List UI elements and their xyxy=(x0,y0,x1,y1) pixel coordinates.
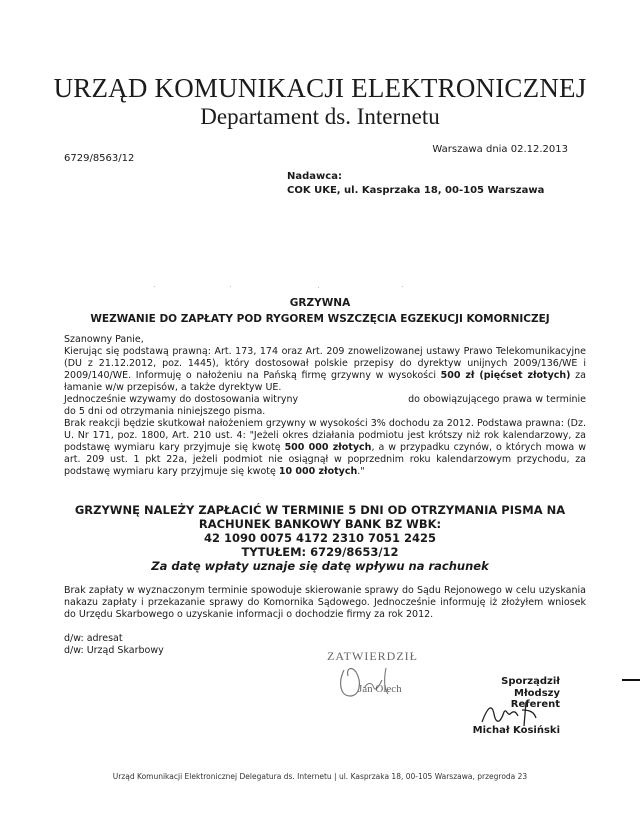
approver-name: Jan Olech xyxy=(358,683,402,695)
bank-account-number: 42 1090 0075 4172 2310 7051 2425 xyxy=(203,531,437,545)
distribution-tax-office: d/w: Urząd Skarbowy xyxy=(64,645,164,656)
scan-speck xyxy=(154,286,155,287)
reference-number: 6729/8563/12 xyxy=(64,153,135,164)
prepared-by-label: Sporządził xyxy=(501,676,560,687)
p3-mid: , a w przypadku czynów, o których mowa w art. 209 ust. 1 pkt 22a, jeżeli podmiot nie osiągnął w poprzednim roku kalendarzowym przychodu, za podstawę wymiaru kary przyjmuje się kwotę xyxy=(64,442,586,477)
payment-line-2: RACHUNEK BANKOWY BANK BZ WBK: xyxy=(198,517,442,531)
sender-block xyxy=(287,170,544,198)
approval-signature-icon xyxy=(336,662,426,702)
p1-text: Kierując się podstawą prawną: Art. 173, 174 oraz Art. 209 znowelizowanej ustawy Prawo Telekomunikacyjne (DU z 21.12.2012, poz. 1445), który dostosował polskie przepisy do dyrektyw unijnych 2009/136/WE i 2009/140/WE. Informuję o nałożeniu na Pańską firmę grzywny w wysokości xyxy=(64,346,586,381)
date-line: Warszawa dnia 02.12.2013 xyxy=(432,144,568,155)
p2-end: do obowiązującego prawa w terminie do 5 dni od otrzymania niniejszego pisma. xyxy=(64,394,586,417)
payment-note: Za datę wpłaty uznaje się datę wpływu na rachunek xyxy=(151,559,489,573)
closing-paragraph: Brak zapłaty w wyznaczonym terminie spowoduje skierowanie sprawy do Sądu Rejonowego w celu uzyskania nakazu zapłaty i przekazanie sprawy do Komornika Sądowego. Jednocześnie informuję iż złożyłem wniosek do Urzędu Skarbowego o uzyskanie informacji o dochodzie firmy za rok 2012. xyxy=(64,585,586,620)
payment-block xyxy=(0,503,640,573)
p1-end: za łamanie w/w przepisów, a także dyrektyw UE. xyxy=(64,370,586,393)
institution-name: URZĄD KOMUNIKACJI ELEKTRONICZNEJ xyxy=(53,73,587,103)
p3-start: Brak reakcji będzie skutkował nałożeniem grzywny w wysokości 3% dochodu za 2012. Podstawa prawna: (Dz. U. Nr 171, poz. 1800, Art. 210 ust. 4: "Jeżeli okres działania podmiotu jest krótszy niż rok kalendarzowy, za podstawę wymiaru kary przyjmuje się kwotę xyxy=(64,418,586,453)
scan-speck xyxy=(402,286,403,287)
sender-label: Nadawca: xyxy=(287,171,342,182)
p2-start: Jednocześnie wzywamy do dostosowania witryny xyxy=(64,394,299,405)
title-fine: GRZYWNA xyxy=(289,297,351,309)
payment-line-1: GRZYWNĘ NALEŻY ZAPŁACIĆ W TERMINIE 5 DNI OD OTRZYMANIA PISMA NA xyxy=(74,503,566,517)
letter-body xyxy=(64,334,586,478)
distribution-addressee: d/w: adresat xyxy=(64,633,123,644)
signatory-name: Michał Kosiński xyxy=(472,725,560,736)
distribution-list xyxy=(64,633,164,657)
scan-speck xyxy=(230,286,231,287)
p3-end: ." xyxy=(357,466,365,477)
footer-address: Urząd Komunikacji Elektronicznej Delegatura ds. Internetu | ul. Kasprzaka 18, 00-105 Warszawa, przegroda 23 xyxy=(112,772,528,781)
title-demand: WEZWANIE DO ZAPŁATY POD RYGOREM WSZCZĘCIA EGZEKUCJI KOMORNICZEJ xyxy=(90,313,550,325)
paragraph-request xyxy=(64,394,586,418)
paragraph-legal-basis xyxy=(64,346,586,394)
paragraph-consequence xyxy=(64,418,586,478)
payment-title: TYTUŁEM: 6729/8653/12 xyxy=(241,545,399,559)
department-name: Departament ds. Internetu xyxy=(200,104,440,129)
fine-amount: 500 zł (pięćset złotych) xyxy=(440,370,571,381)
scan-edge-mark xyxy=(622,679,640,681)
scan-speck xyxy=(318,287,319,288)
amount-10000: 10 000 złotych xyxy=(278,466,358,477)
signatory-role: Młodszy Referent xyxy=(510,688,560,710)
approval-stamp: ZATWIERDZIŁ xyxy=(327,649,418,663)
amount-500000: 500 000 złotych xyxy=(284,442,372,453)
salutation: Szanowny Panie, xyxy=(64,334,144,345)
sender-value: COK UKE, ul. Kasprzaka 18, 00-105 Warszawa xyxy=(287,185,545,196)
